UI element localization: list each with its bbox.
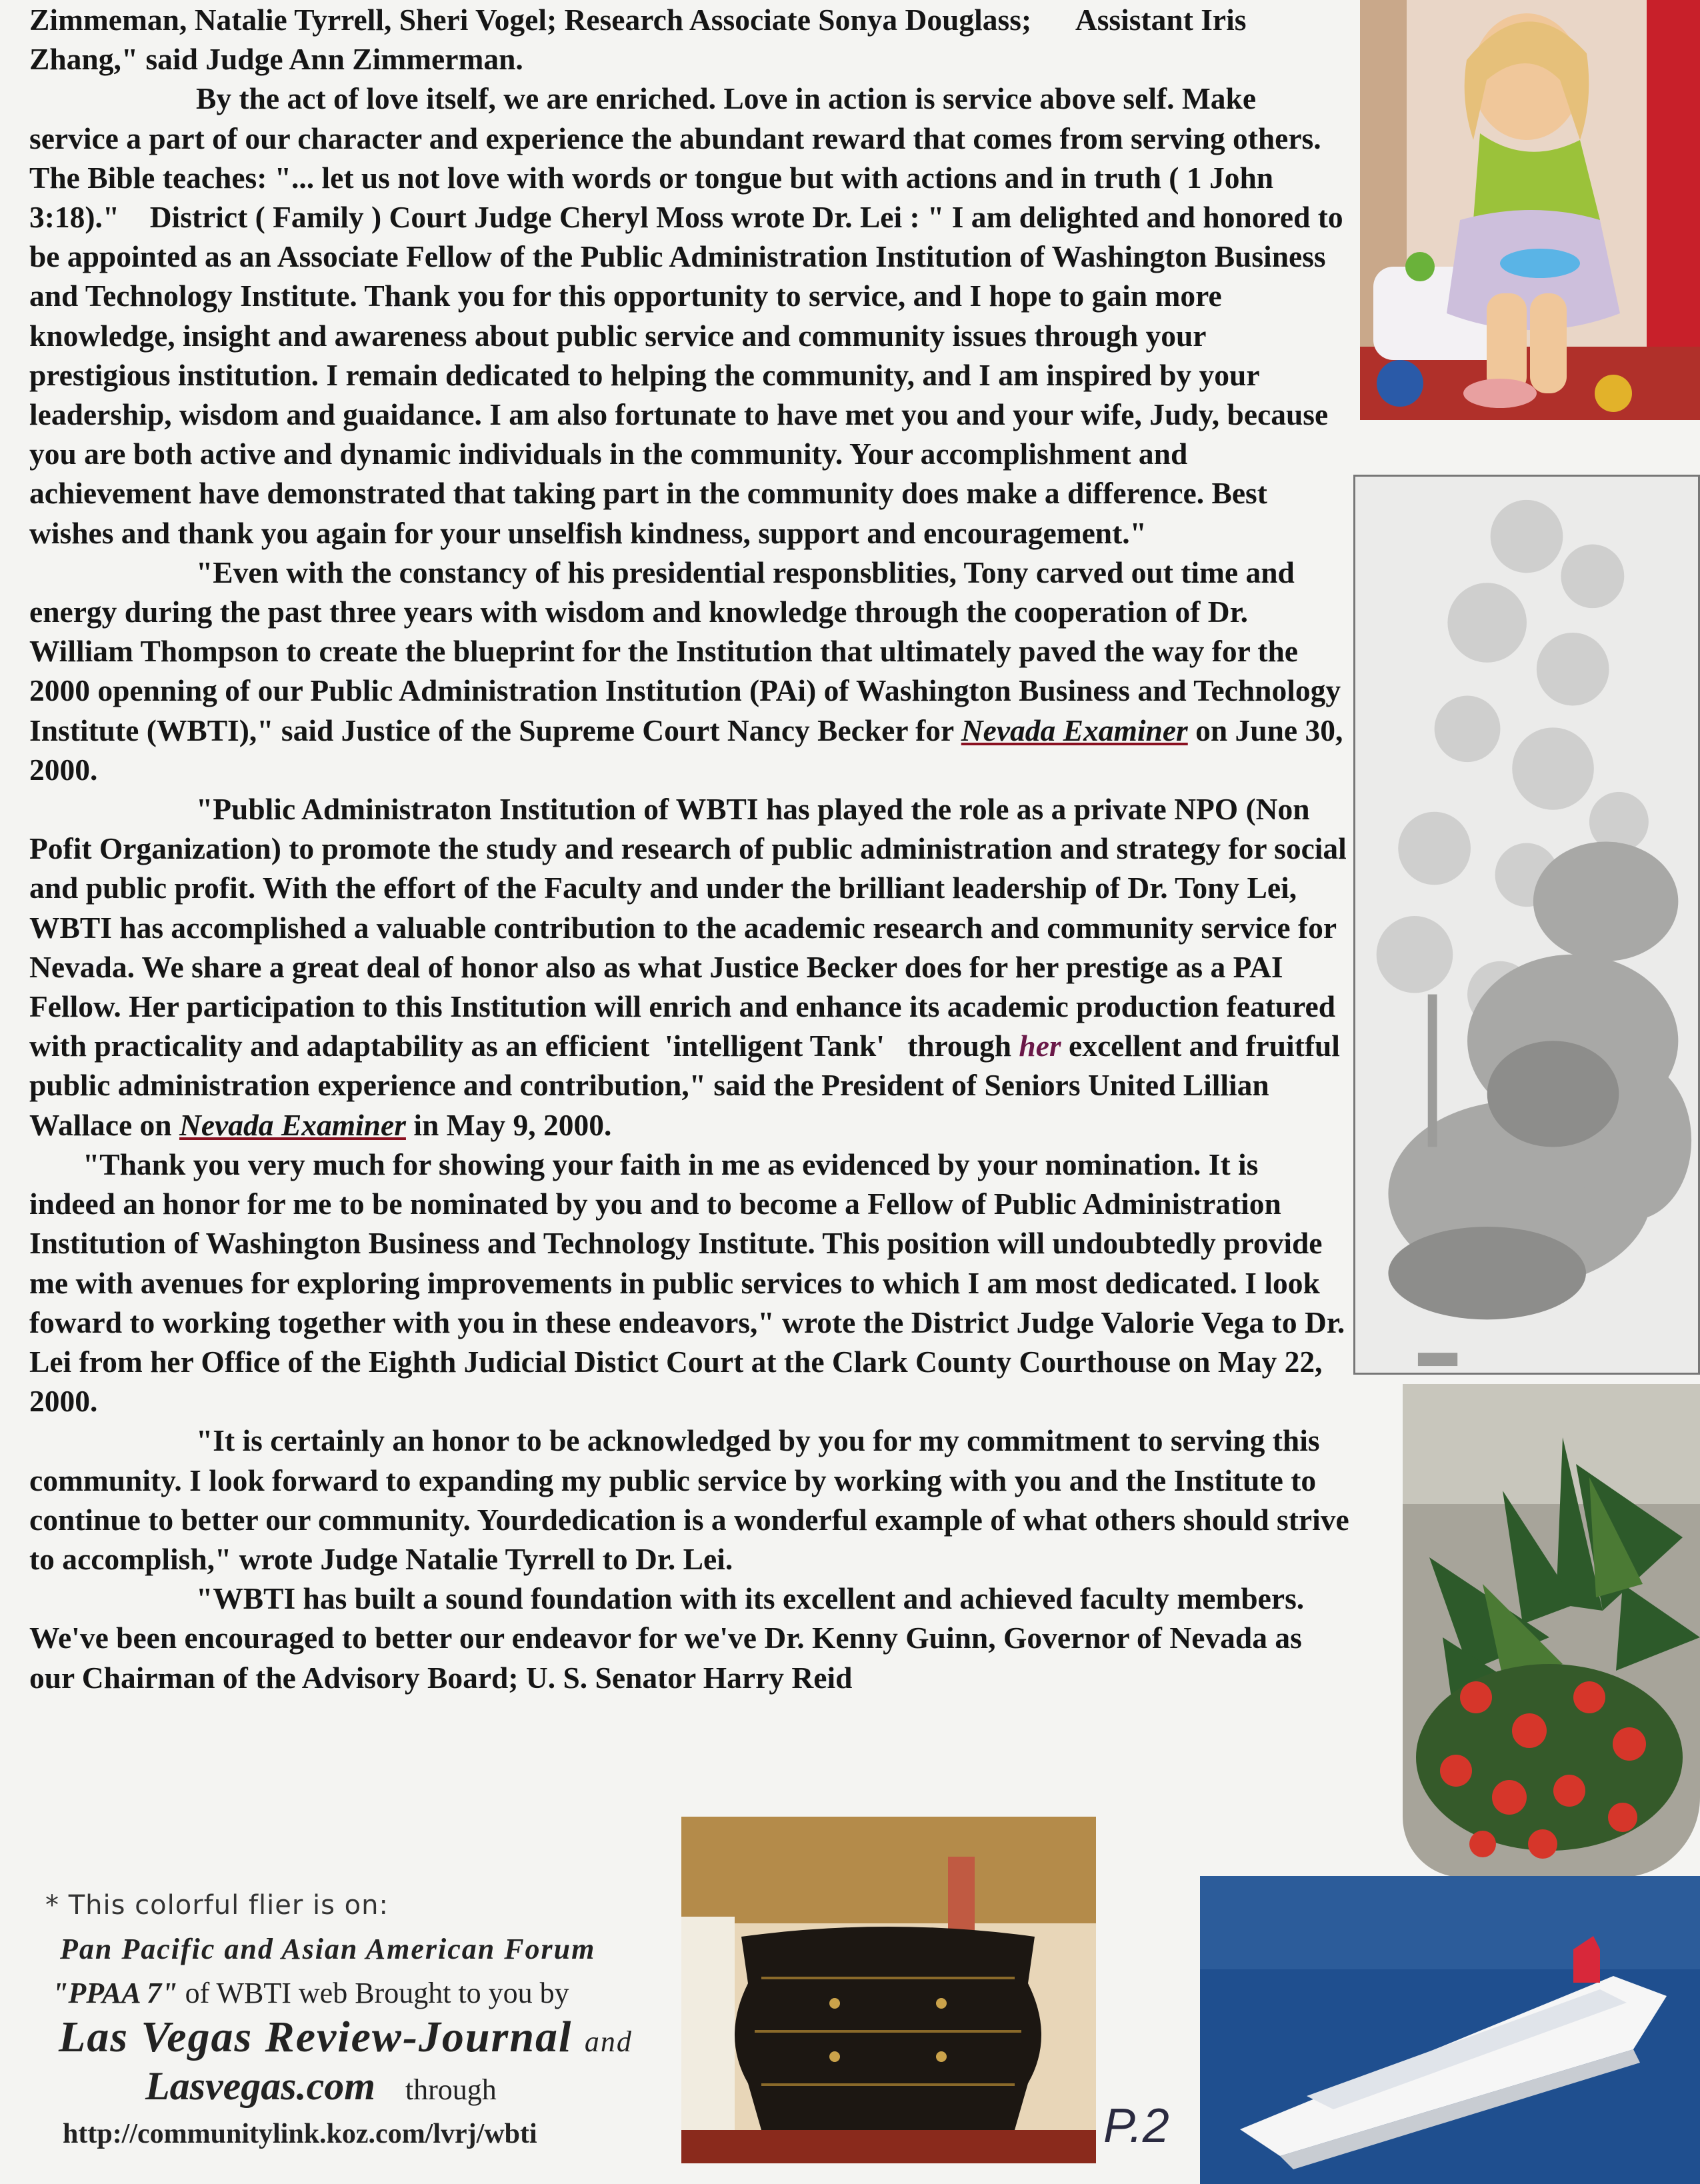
article-body (29, 0, 1349, 1697)
flower-plant-photo (1403, 1384, 1700, 1877)
paragraph-4-text: "Public Administraton Institution of WBTI has played the role as a private NPO (Non Pofit Organization) to promote the study and research of public administration and strategy for social and public profit. With the effort of the Faculty and under the brilliant leadership of Dr. Tony Lei, WBTI has accomplished a valuable contribution to the academic research and community service for Nevada. We share a great deal of honor also as what Justice Becker does for her prestige as a PAI Fellow. Her participation to this Institution will enrich and enhance its academic production featured with practicality and adaptability as an efficient 'intelligent Tank' through (29, 792, 1347, 1063)
dresser-photo (681, 1817, 1096, 2163)
flier-credit-block (19, 1883, 679, 2163)
paragraph-4 (29, 789, 1349, 1145)
flier-and: and (584, 2025, 633, 2058)
paragraph-2: By the act of love itself, we are enriched. Love in action is service above self. Make service a part of our character and experience the abundant reward that comes from serving others. The Bible teaches: "... let us not love with words or tongue but with actions and in truth ( 1 John 3:18)." District ( Family ) Court Judge Cheryl Moss wrote Dr. Lei : " I am delighted and honored to be appointed as an Associate Fellow of the Public Administration Institution of Washington Business and Technology Institute. Thank you for this opportunity to service, and I hope to gain more knowledge, insight and awareness about public service and community issues through your prestigious institution. I remain dedicated to helping the community, and I am inspired by your leadership, wisdom and guaidance. I am also fortunate to have met you and your wife, Judy, because you are both active and dynamic individuals in the community. Your accomplishment and achievement have demonstrated that taking part in the community does make a difference. Best wishes and thank you again for your unselfish kindness, support and encouragement." (29, 81, 1343, 550)
flier-url[interactable]: http://communitylink.koz.com/lvrj/wbti (63, 2119, 537, 2149)
ink-flower-painting (1353, 475, 1700, 1375)
forum-name: Pan Pacific and Asian American Forum (60, 1933, 596, 1965)
flier-intro: * This colorful flier is on: (45, 1890, 389, 1921)
newspaper-name: Las Vegas Review-Journal (59, 2013, 573, 2061)
handwritten-correction: her (1019, 1029, 1061, 1063)
cruise-ship-photo (1200, 1876, 1700, 2184)
publication-name: Nevada Examiner (179, 1107, 406, 1142)
page-number: P.2 (1103, 2099, 1169, 2153)
flier-line-5 (145, 2064, 679, 2112)
paragraph-3 (29, 553, 1349, 789)
publication-name: Nevada Examiner (961, 713, 1188, 747)
flier-line-4 (59, 2015, 679, 2064)
paragraph-3-text: "Even with the constancy of his presidential responsblities, Tony carved out time and energy during the past three years with wisdom and knowledge through the cooperation of Dr. William Thompson to create the blueprint for the Institution that ultimately paved the way for the 2000 openning of our Public Administration Institution (PAi) of Washington Business and Technology Institute (WBTI)," said Justice of the Supreme Court Nancy Becker for (29, 555, 1341, 747)
paragraph-3-date: on June 30, 2000. (29, 713, 1343, 787)
flier-line-3 (52, 1971, 679, 2015)
paragraph-1: Zimmeman, Natalie Tyrrell, Sheri Vogel; Research Associate Sonya Douglass; Assistant Iris Zhang," said Judge Ann Zimmerman. (29, 3, 1247, 77)
ppaa-label: "PPAA 7" (52, 1977, 178, 2009)
girl-photo (1360, 0, 1700, 420)
flier-through: through (405, 2073, 497, 2106)
paragraph-6: "It is certainly an honor to be acknowledged by you for my commitment to serving this community. I look forward to expanding my public service by working with you and the Institute to continue to better our community. Yourdedication is a wonderful example of what others should strive to accomplish," wrote Judge Natalie Tyrrell to Dr. Lei. (29, 1423, 1349, 1576)
paragraph-7: "WBTI has built a sound foundation with its excellent and achieved faculty members. We've been encouraged to better our endeavor for we've Dr. Kenny Guinn, Governor of Nevada as our Chairman of the Advisory Board; U. S. Senator Harry Reid (29, 1581, 1305, 1695)
paragraph-4-date: in May 9, 2000. (413, 1107, 612, 1142)
paragraph-4-text-cont: excellent and fruitful public administration experience and contribution," said the President of Seniors United Lillian Wallace on (29, 1029, 1340, 1142)
flier-line-3-text: of WBTI web Brought to you by (185, 1977, 569, 2009)
website-name: Lasvegas.com (145, 2064, 375, 2108)
paragraph-5: "Thank you very much for showing your faith in me as evidenced by your nomination. It is indeed an honor for me to be nominated by you and to become a Fellow of Public Administration Institution of Washington Business and Technology Institute. This position will undoubtedly provide me with avenues for exploring improvements in public services to which I am most dedicated. I look foward to working together with you in these endeavors," wrote the District Judge Valorie Vega to Dr. Lei from her Office of the Eighth Judicial Distict Court at the Clark County Courthouse on May 22, 2000. (29, 1147, 1345, 1419)
